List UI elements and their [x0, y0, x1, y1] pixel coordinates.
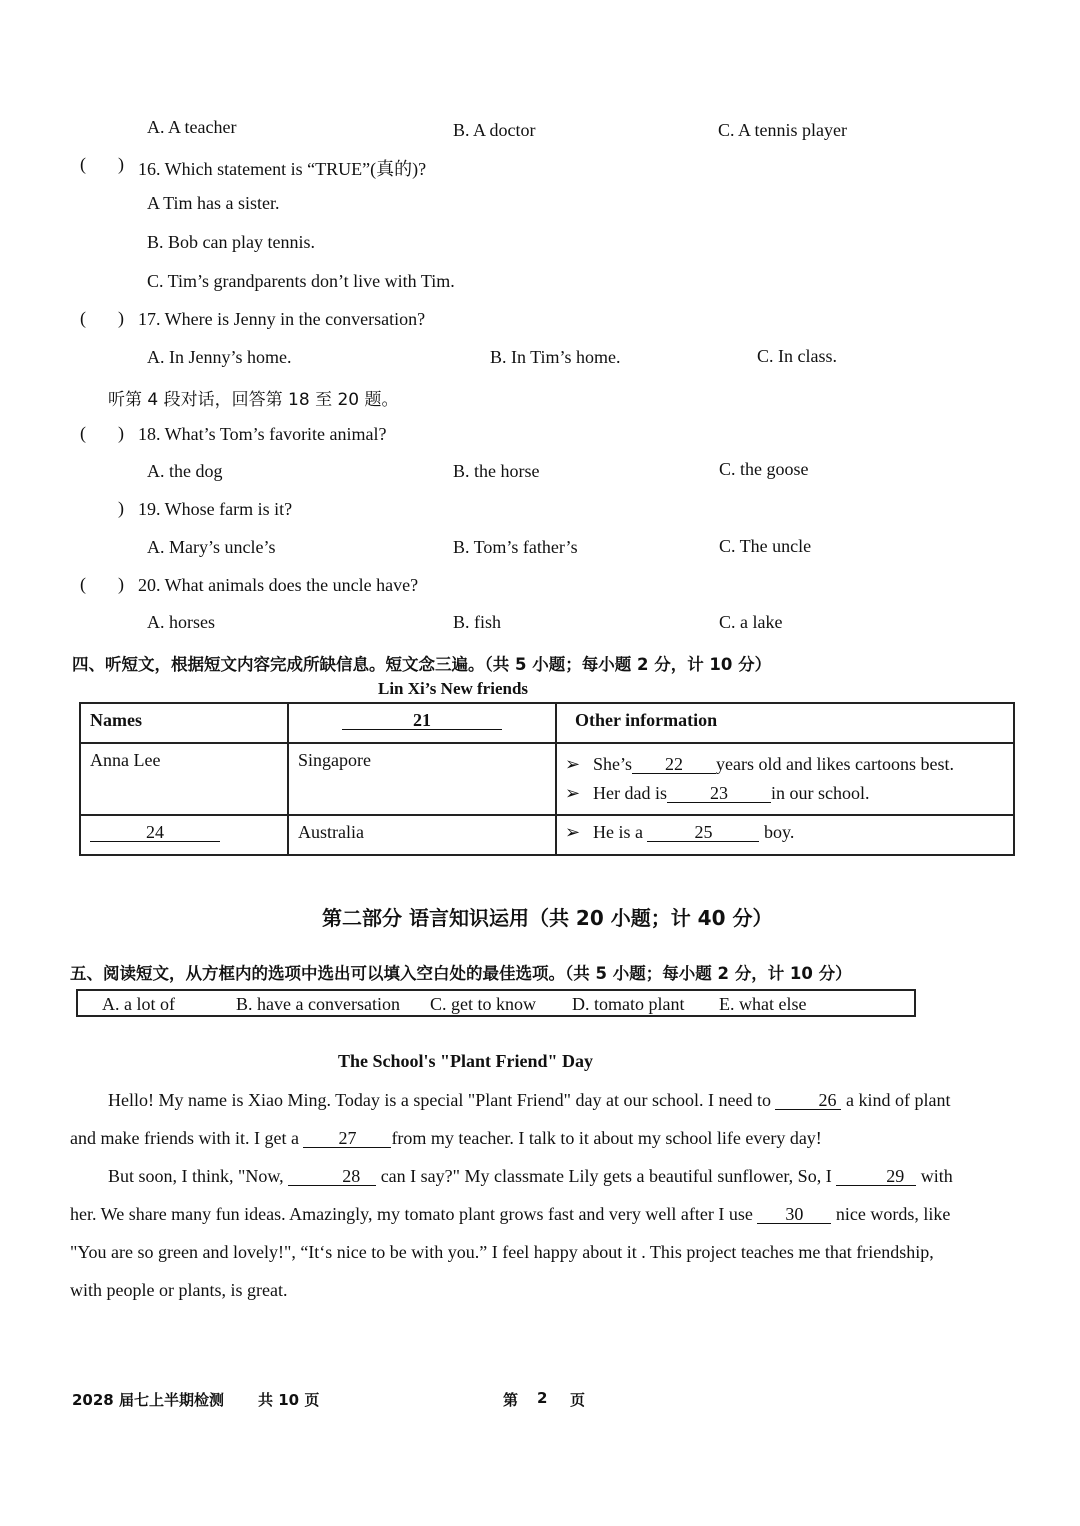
passage-text: with people or plants, is great. — [70, 1280, 288, 1300]
q17-option-b: B. In Tim’s home. — [490, 347, 621, 367]
footer-page-suffix: 页 — [570, 1391, 586, 1409]
footer-total-pages: 共 10 页 — [258, 1391, 320, 1409]
answer-paren-close: ) — [118, 423, 124, 443]
passage-text: can I say?" My classmate Lily gets a beautiful sunflower, So, I — [376, 1166, 837, 1186]
q16-option-a: A Tim has a sister. — [147, 193, 280, 213]
answer-paren-open: ( — [80, 154, 86, 174]
row2-info — [556, 815, 1014, 855]
blank-29: 29 — [836, 1167, 916, 1186]
blank-27: 27 — [303, 1129, 391, 1148]
passage-text: nice words, like — [831, 1204, 951, 1224]
part5-heading: 五、阅读短文，从方框内的选项中选出可以填入空白处的最佳选项。（共 5 小题；每小题 2 分，计 10 分） — [70, 964, 852, 983]
q19-option-a: A. Mary’s uncle’s — [147, 537, 276, 557]
passage-text: Hello! My name is Xiao Ming. Today is a special "Plant Friend" day at our school. I need to — [108, 1090, 776, 1110]
section4-intro: 听第 4 段对话，回答第 18 至 20 题。 — [108, 390, 399, 410]
footer-page-prefix: 第 — [503, 1391, 519, 1409]
q20-option-b: B. fish — [453, 612, 502, 632]
table-header-names: Names — [80, 703, 288, 743]
option-e: E. what else — [719, 994, 807, 1014]
footer-page-number: 2 — [537, 1389, 548, 1407]
row2-info-post: boy. — [763, 822, 795, 842]
q15-option-a: A. A teacher — [147, 117, 237, 137]
row1-info — [556, 743, 1014, 815]
table-header-blank — [288, 703, 556, 743]
q19-option-c: C. The uncle — [719, 536, 812, 556]
row1-info2-pre: Her dad is — [593, 783, 667, 803]
option-box — [76, 989, 916, 1017]
q17-option-a: A. In Jenny’s home. — [147, 347, 292, 367]
bullet-icon: ➢ — [565, 822, 581, 843]
q20-stem: 20. What animals does the uncle have? — [138, 575, 419, 595]
option-c: C. get to know — [430, 994, 536, 1014]
blank-30: 30 — [757, 1205, 831, 1224]
passage — [70, 1081, 1016, 1309]
answer-paren-close: ) — [118, 308, 124, 328]
answer-paren-close: ) — [118, 498, 124, 518]
q18-stem: 18. What’s Tom’s favorite animal? — [138, 424, 387, 444]
q16-option-c: C. Tim’s grandparents don’t live with Tim. — [147, 271, 455, 291]
answer-paren-open: ( — [80, 423, 86, 443]
passage-title: The School's "Plant Friend" Day — [338, 1051, 594, 1071]
row1-place: Singapore — [288, 743, 556, 815]
table-row — [80, 743, 1014, 815]
passage-text: "You are so green and lovely!", “It‘s nice to be with you.” I feel happy about it . This project teaches me that friendship, — [70, 1242, 934, 1262]
option-d: D. tomato plant — [572, 994, 685, 1014]
footer-exam-name: 2028 届七上半期检测 — [72, 1391, 224, 1409]
q16-option-b: B. Bob can play tennis. — [147, 232, 315, 252]
passage-text: But soon, I think, "Now, — [108, 1166, 289, 1186]
passage-text: a kind of plant — [841, 1090, 951, 1110]
blank-25: 25 — [647, 823, 759, 842]
answer-paren-close: ) — [118, 574, 124, 594]
q19-option-b: B. Tom’s father’s — [453, 537, 578, 557]
option-a: A. a lot of — [102, 994, 175, 1014]
table-header-other: Other information — [556, 703, 1014, 743]
q15-option-b: B. A doctor — [453, 120, 536, 140]
q20-option-a: A. horses — [147, 612, 215, 632]
answer-paren-open: ( — [80, 574, 86, 594]
blank-23: 23 — [667, 784, 771, 803]
row1-name: Anna Lee — [80, 743, 288, 815]
info-table — [79, 702, 1015, 856]
row2-place: Australia — [288, 815, 556, 855]
q17-stem: 17. Where is Jenny in the conversation? — [138, 309, 426, 329]
answer-paren-close: ) — [118, 154, 124, 174]
row1-info1-pre: She’s — [593, 754, 633, 774]
blank-26: 26 — [775, 1091, 841, 1110]
blank-28: 28 — [288, 1167, 376, 1186]
passage-text: and make friends with it. I get a — [70, 1128, 304, 1148]
table-row — [80, 815, 1014, 855]
q15-option-c: C. A tennis player — [718, 120, 847, 140]
q18-option-b: B. the horse — [453, 461, 540, 481]
part2-title: 第二部分 语言知识运用（共 20 小题；计 40 分） — [322, 906, 773, 930]
blank-21: 21 — [342, 711, 502, 730]
passage-text: from my teacher. I talk to it about my school life every day! — [391, 1128, 822, 1148]
q20-option-c: C. a lake — [719, 612, 783, 632]
row2-name — [80, 815, 288, 855]
passage-text: with — [916, 1166, 953, 1186]
row1-info1-post: years old and likes cartoons best. — [716, 754, 954, 774]
blank-24: 24 — [90, 823, 220, 842]
part4-heading: 四、听短文，根据短文内容完成所缺信息。短文念三遍。（共 5 小题；每小题 2 分，计 10 分） — [72, 655, 772, 674]
option-b: B. have a conversation — [236, 994, 400, 1014]
q16-stem: 16. Which statement is “TRUE”(真的)? — [138, 159, 427, 179]
q18-option-a: A. the dog — [147, 461, 223, 481]
bullet-icon: ➢ — [565, 783, 581, 804]
q18-option-c: C. the goose — [719, 459, 809, 479]
q17-option-c: C. In class. — [757, 346, 837, 366]
answer-paren-open: ( — [80, 308, 86, 328]
blank-22: 22 — [632, 755, 716, 774]
row1-info2-post: in our school. — [770, 783, 870, 803]
bullet-icon: ➢ — [565, 754, 581, 775]
q19-stem: 19. Whose farm is it? — [138, 499, 293, 519]
table-title: Lin Xi’s New friends — [378, 679, 529, 698]
passage-text: her. We share many fun ideas. Amazingly, my tomato plant grows fast and very well after I use — [70, 1204, 758, 1224]
row2-info-pre: He is a — [593, 822, 643, 842]
